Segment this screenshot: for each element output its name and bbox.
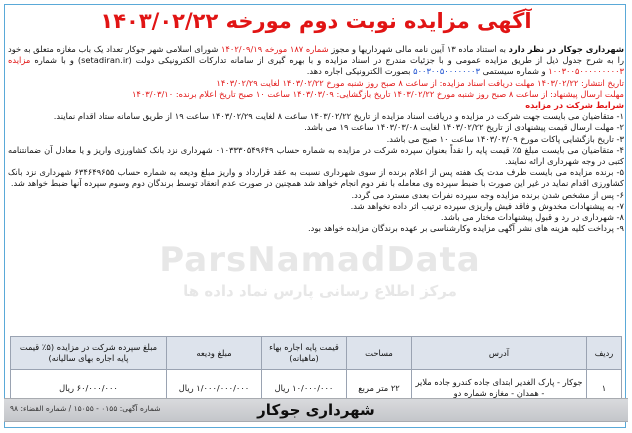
intro-part3: و شماره سیستمی: [479, 66, 549, 77]
auction-table: [10, 336, 622, 407]
footer-bar: [4, 398, 628, 422]
notice-code: شماره آگهی: ۰۱۵۵ - ۱۵۰۵۵ / شماره القضاء: ۹۸: [10, 404, 161, 413]
intro-paragraph: [8, 44, 624, 78]
council-permit: شماره ۱۸۷ مورخه ۱۴۰۲/۰۹/۱۹: [220, 44, 329, 54]
col-header-deposit: مبلغ ودیعه: [167, 337, 262, 370]
col-header-area: مساحت: [347, 337, 412, 370]
auction-number: مزایده ۱۰۰۳۰۰۵۰۰۰۰۰۰۰۰۰۳: [8, 55, 624, 77]
condition-item: ۳- تاریخ بازگشایی پاکات مورخ ۱۴۰۳/۰۳/۰۹ ساعت ۱۰ صبح می باشد.: [386, 133, 624, 144]
cell-deposit: ۱/۰۰۰/۰۰۰/۰۰۰ ریال: [167, 370, 262, 407]
condition-item: ۹- پرداخت کلیه هزینه های نشر آگهی مزایده وکارشناسی بر عهده برندگان مزایده خواهد بود.: [308, 223, 624, 234]
cell-address: جوکار - پارک الغدیر ابتدای جاده کندرو جاده ملایر - همدان - مغازه شماره دو: [412, 370, 587, 407]
watermark-logo-text: ParsNamadData: [159, 240, 481, 280]
col-header-address: آدرس: [412, 337, 587, 370]
cell-row-number: ۱: [587, 370, 622, 407]
system-number: ۵۰۰۳۰۰۵۰۰۰۰۰۰۰۳: [413, 66, 480, 77]
intro-part2: شورای اسلامی شهر جوکار تعداد یک باب مغازه متعلق به خود را به شرح جدول ذیل از طریق مزایده عمومی و با جزئیات مندرج در اسناد مزایده و با بهره گیری از سامانه تدارکات الکترونیکی دولت (setadiran.ir) و با شماره: [8, 44, 624, 66]
col-header-row-number: ردیف: [587, 337, 622, 370]
condition-item: ۴- متقاضیان می بایست مبلغ ۵٪ قیمت پایه را نقداً بعنوان سپرده شرکت در مزایده به شماره حساب ۰۱۰۳۳۳۰۵۴۹۶۴۹ شهرداری نزد بانک کشاورزی واریز و یا معادل آن ضمانتنامه کتبی در وجه شهرداری ارائه نمایند.: [8, 144, 624, 167]
condition-item: ۷- به پیشنهادات مخدوش و فاقد فیش واریزی سپرده ترتیب اثر داده نخواهد شد.: [350, 200, 624, 211]
condition-item: ۵- برنده مزایده می بایست ظرف مدت یک هفته پس از اعلام برنده از سوی شهرداری نسبت به عقد قرارداد و واریز مبلغ ودیعه به شماره حساب ۶۳۴۶۴۹۶۵۵ شهرداری نزد بانک کشاورزی اقدام نماید در غیر این صورت با ضبط سپرده وی معامله با نفر دوم انجام خواهد شد همچنین در صورت عدم انعقاد توسط برندگان دوم وسوم سپرده آنها ضبط خواهد شد.: [8, 167, 624, 189]
condition-item: ۱- متقاضیان می بایست جهت شرکت در مزایده و دریافت اسناد مزایده از تاریخ ۱۴۰۳/۰۲/۲۲ ساعت ۸ لغایت ۱۴۰۳/۰۲/۲۹ ساعت ۱۹ از طریق سامانه ستاد اقدام نمایند.: [53, 111, 624, 122]
notice-body: [8, 44, 624, 234]
intro-lead: شهرداری جوکار در نظر دارد: [508, 44, 624, 54]
municipality-name: شهرداری جوکار: [257, 401, 375, 419]
dates-line-2: مهلت ارسال پیشنهاد: از ساعت ۸ صبح روز شنبه مورخ ۱۴۰۳/۰۲/۲۲ تاریخ بازگشایی: ۱۴۰۳/۰۳/۰۹ ساعت ۱۰ صبح تاریخ اعلام برنده: ۱۴۰۳/۰۳/۱۰: [131, 88, 624, 99]
table-header-row: [11, 337, 622, 370]
col-header-participation-bond: مبلغ سپرده شرکت در مزایده (۵٪ قیمت پایه اجاره بهای سالیانه): [11, 337, 167, 370]
cell-area: ۲۲ متر مربع: [347, 370, 412, 407]
conditions-title: شرایط شرکت در مزایده: [525, 100, 624, 111]
dates-line-1: تاریخ انتشار: ۱۴۰۳/۰۲/۲۲ مهلت دریافت اسناد مزایده: از ساعت ۸ صبح روز شنبه مورخ ۱۴۰۳/۰۲/۲۲ لغایت ۱۴۰۳/۰۲/۲۹: [216, 77, 624, 88]
cell-participation-bond: ۶۰/۰۰۰/۰۰۰ ریال: [11, 370, 167, 407]
intro-part4: بصورت الکترونیکی اجاره دهد.: [306, 66, 414, 77]
condition-item: ۸- شهرداری در رد و قبول پیشنهادات مختار می باشد.: [440, 212, 624, 223]
condition-item: ۶- پس از مشخص شدن برنده مزایده وجه سپرده نفرات بعدی مسترد می گردد.: [351, 189, 624, 200]
notice-title: آگهی مزایده نوبت دوم مورخه ۱۴۰۳/۰۲/۲۲: [100, 9, 532, 33]
col-header-base-rent: قیمت پایه اجاره بهاء (ماهیانه): [262, 337, 347, 370]
condition-item: ۲- مهلت ارسال قیمت پیشنهادی از تاریخ ۱۴۰۳/۰۲/۲۲ لغایت ۱۴۰۳/۰۳/۰۸ ساعت ۱۹ می باشد.: [304, 122, 624, 133]
cell-base-rent: ۱۰/۰۰۰/۰۰۰ ریال: [262, 370, 347, 407]
watermark-subtext: مرکز اطلاع رسانی پارس نماد داده ها: [183, 282, 457, 300]
intro-part1: به استناد ماده ۱۳ آیین نامه مالی شهرداریها و مجوز: [328, 44, 509, 54]
